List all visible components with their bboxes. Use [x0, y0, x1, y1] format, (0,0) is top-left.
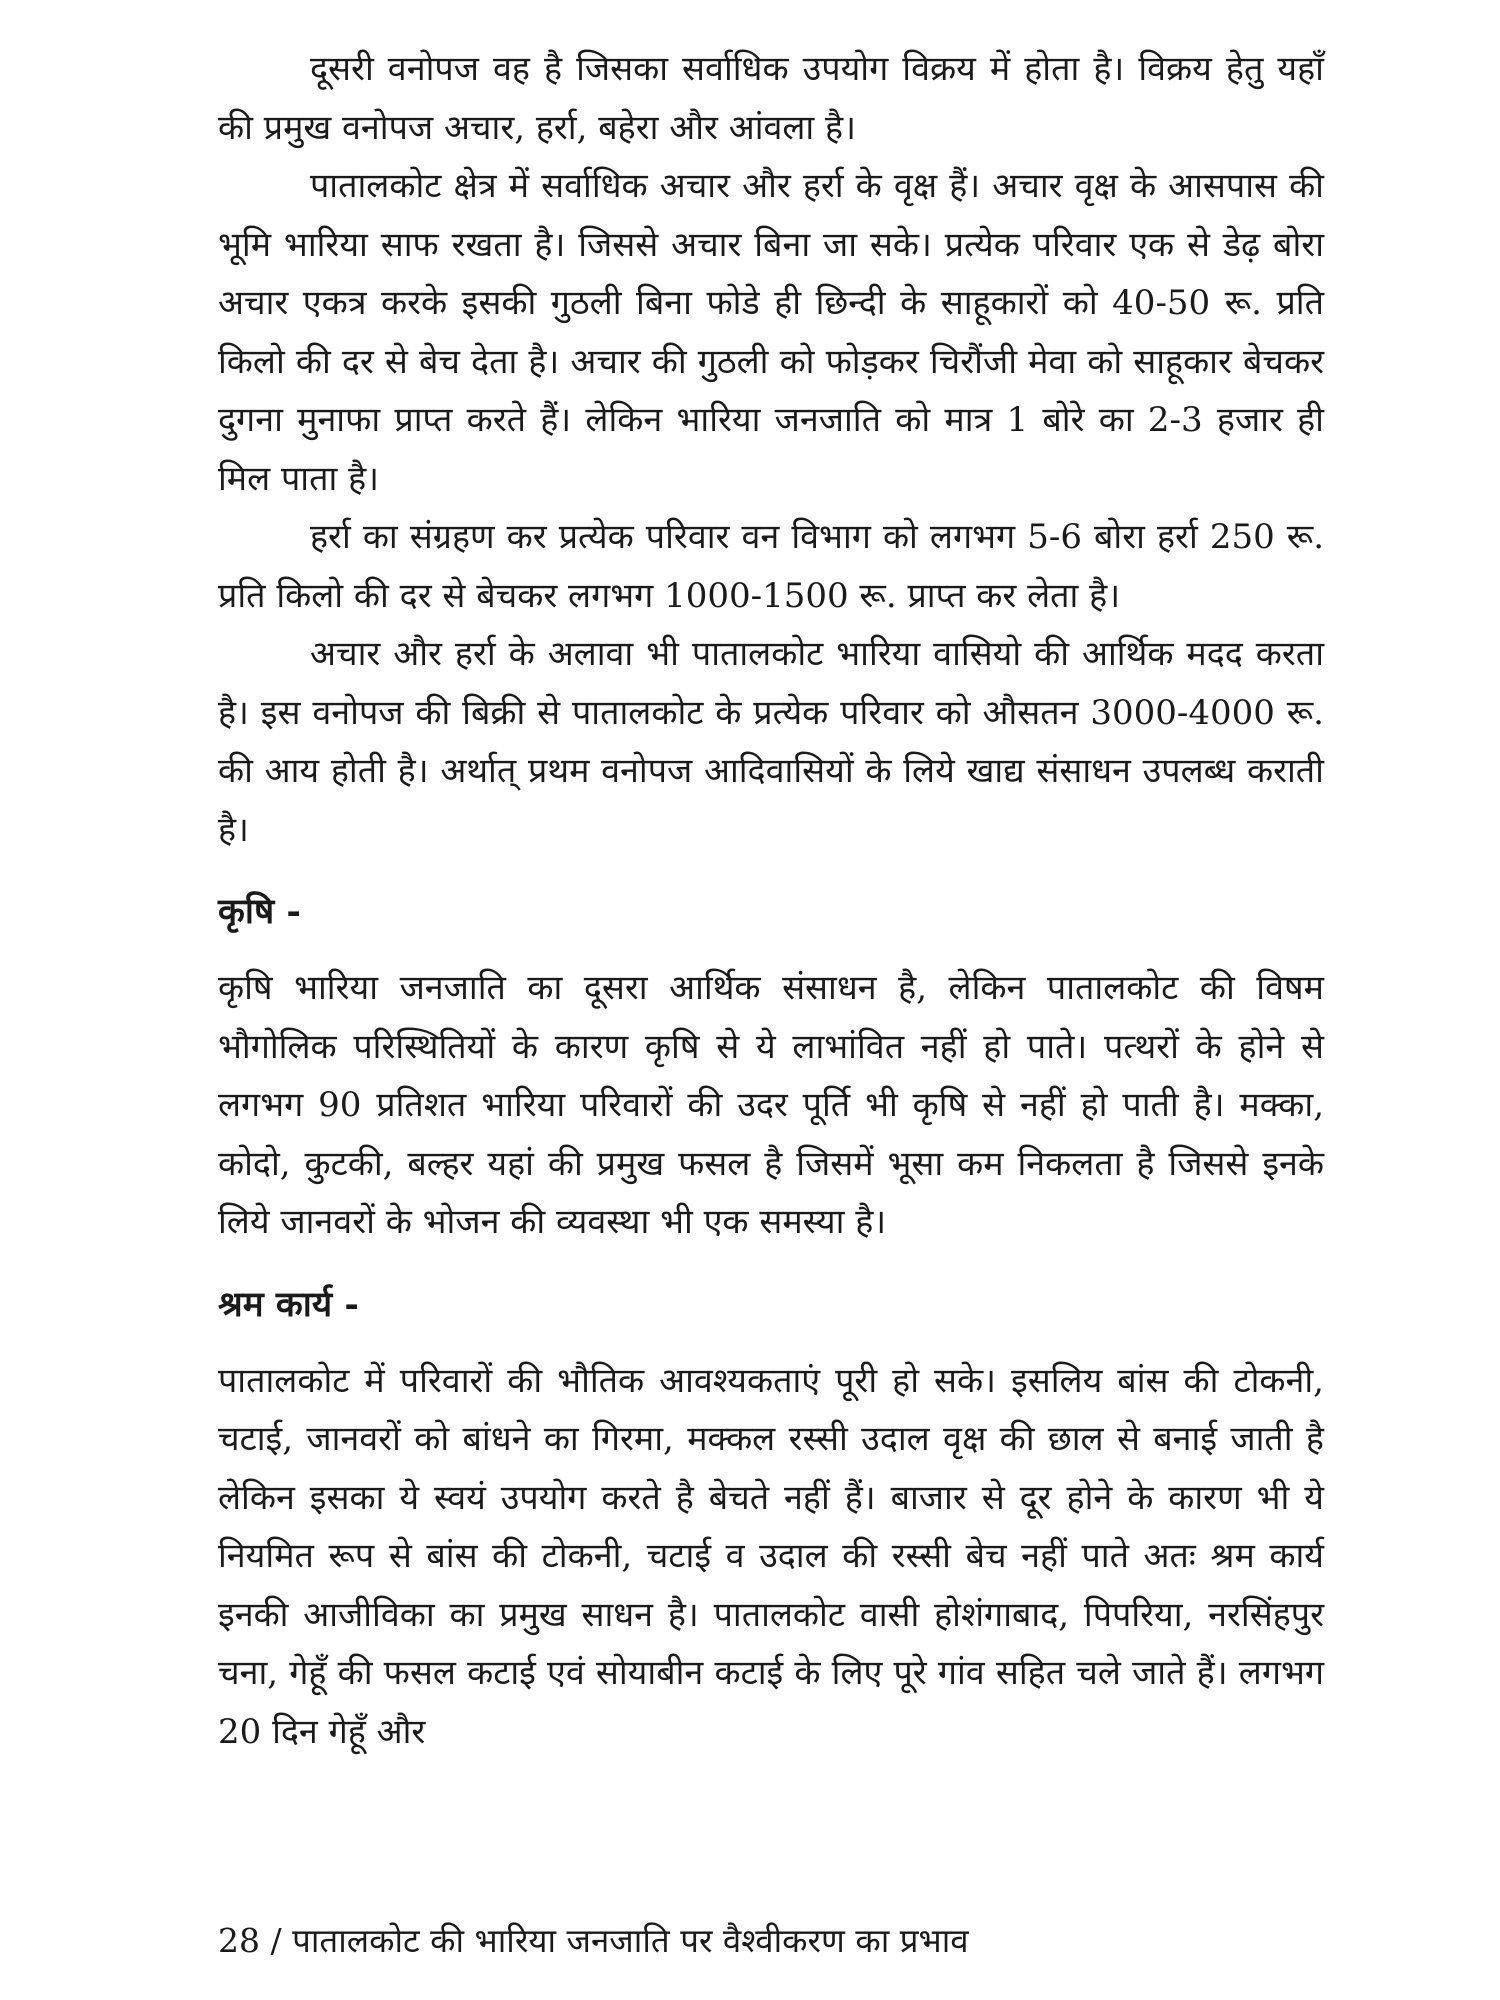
- book-title: पातालकोट की भारिया जनजाति पर वैश्वीकरण का प्रभाव: [292, 1921, 969, 1960]
- footer-separator: /: [270, 1921, 282, 1960]
- page-footer: [218, 1918, 969, 1964]
- paragraph-agriculture: कृषि भारिया जनजाति का दूसरा आर्थिक संसाधन है, लेकिन पातालकोट की विषम भौगोलिक परिस्थितियों के कारण कृषि से ये लाभांवित नहीं हो पाते। पत्थरों के होने से लगभग 90 प्रतिशत भारिया परिवारों की उदर पूर्ति भी कृषि से नहीं हो पाती है। मक्का, कोदो, कुटकी, बल्हर यहां की प्रमुख फसल है जिसमें भूसा कम निकलता है जिससे इनके लिये जानवरों के भोजन की व्यवस्था भी एक समस्या है।: [218, 968, 1324, 1242]
- paragraph-forest-produce-sale: दूसरी वनोपज वह है जिसका सर्वाधिक उपयोग विक्रय में होता है। विक्रय हेतु यहाँ की प्रमुख वनोपज अचार, हर्रा, बहेरा और आंवला है।: [218, 49, 1324, 148]
- paragraph-achar-harra-trees: पातालकोट क्षेत्र में सर्वाधिक अचार और हर्रा के वृक्ष हैं। अचार वृक्ष के आसपास की भूमि भारिया साफ रखता है। जिससे अचार बिना जा सके। प्रत्येक परिवार एक से डेढ़ बोरा अचार एकत्र करके इसकी गुठली बिना फोडे ही छिन्दी के साहूकारों को 40-50 रू. प्रति किलो की दर से बेच देता है। अचार की गुठली को फोड़कर चिरौंजी मेवा को साहूकार बेचकर दुगना मुनाफा प्राप्त करते हैं। लेकिन भारिया जनजाति को मात्र 1 बोरे का 2-3 हजार ही मिल पाता है।: [218, 166, 1324, 499]
- page-body: [218, 40, 1324, 1761]
- paragraph-labour-work: पातालकोट में परिवारों की भौतिक आवश्यकताएं पूरी हो सके। इसलिय बांस की टोकनी, चटाई, जानवरों को बांधने का गिरमा, मक्कल रस्सी उदाल वृक्ष की छाल से बनाई जाती है लेकिन इसका ये स्वयं उपयोग करते है बेचते नहीं हैं। बाजार से दूर होने के कारण भी ये नियमित रूप से बांस की टोकनी, चटाई व उदाल की रस्सी बेच नहीं पाते अतः श्रम कार्य इनकी आजीविका का प्रमुख साधन है। पातालकोट वासी होशंगाबाद, पिपरिया, नरसिंहपुर चना, गेहूँ की फसल कटाई एवं सोयाबीन कटाई के लिए पूरे गांव सहित चले जाते हैं। लगभग 20 दिन गेहूँ और: [218, 1360, 1324, 1752]
- heading-labour-work: श्रम कार्य -: [218, 1283, 359, 1325]
- paragraph-harra-collection: हर्रा का संग्रहण कर प्रत्येक परिवार वन विभाग को लगभग 5-6 बोरा हर्रा 250 रू. प्रति किलो की दर से बेचकर लगभग 1000-1500 रू. प्राप्त कर लेता है।: [218, 517, 1324, 616]
- heading-agriculture: कृषि -: [218, 891, 301, 932]
- paragraph-forest-income: अचार और हर्रा के अलावा भी पातालकोट भारिया वासियो की आर्थिक मदद करता है। इस वनोपज की बिक्री से पातालकोट के प्रत्येक परिवार को औसतन 3000-4000 रू. की आय होती है। अर्थात् प्रथम वनोपज आदिवासियों के लिये खाद्य संसाधन उपलब्ध कराती है।: [218, 634, 1324, 850]
- page-number: 28: [218, 1921, 260, 1960]
